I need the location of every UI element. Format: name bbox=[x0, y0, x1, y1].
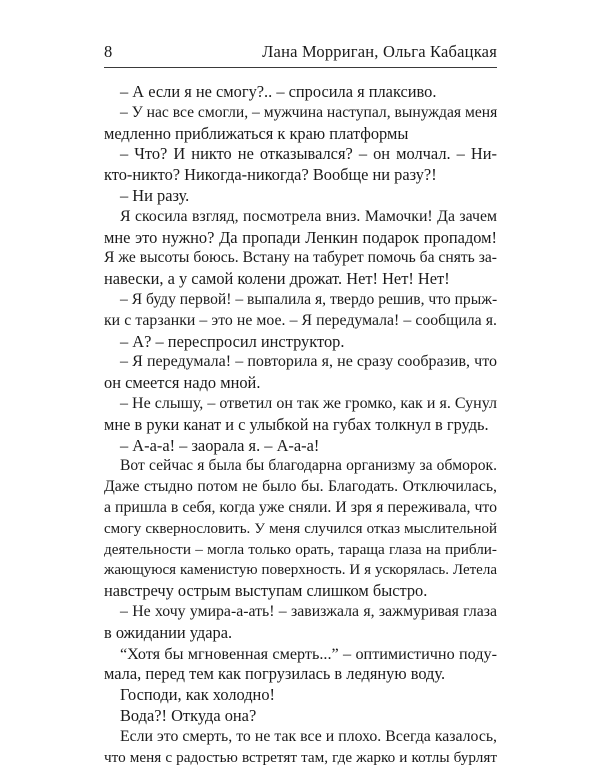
text-line: – А если я не смогу?.. – спросила я плаксиво. bbox=[104, 82, 497, 103]
text-line: в ожидании удара. bbox=[104, 623, 497, 644]
page-header bbox=[104, 41, 497, 63]
text-line: Господи, как холодно! bbox=[104, 685, 497, 706]
page-number: 8 bbox=[104, 41, 112, 63]
text-line: медленно приближаться к краю платформы bbox=[104, 124, 497, 145]
text-line: – У нас все смогли, – мужчина наступал, вынуждая меня bbox=[104, 103, 497, 124]
text-line: Вода?! Откуда она? bbox=[104, 706, 497, 727]
text-line: – А-а-а! – заорала я. – А-а-а! bbox=[104, 436, 497, 457]
text-line: Я же высоты боюсь. Встану на табурет помочь ба снять за- bbox=[104, 248, 497, 269]
text-line: – А? – переспросил инструктор. bbox=[104, 332, 497, 353]
text-line: – Ни разу. bbox=[104, 186, 497, 207]
text-line: а пришла в себя, когда уже сняли. И зря я переживала, что bbox=[104, 498, 497, 519]
running-head: Лана Морриган, Ольга Кабацкая bbox=[262, 41, 497, 63]
header-rule bbox=[104, 67, 497, 68]
text-line: он смеется надо мной. bbox=[104, 373, 497, 394]
text-line: Даже стыдно потом не было бы. Благодать. Отключилась, bbox=[104, 477, 497, 498]
text-line: – Я передумала! – повторила я, не сразу сообразив, что bbox=[104, 352, 497, 373]
text-line: навески, а у самой колени дрожат. Нет! Нет! Нет! bbox=[104, 269, 497, 290]
text-line: мала, перед тем как погрузилась в ледяную воду. bbox=[104, 664, 497, 685]
text-line: – Что? И никто не отказывался? – он молчал. – Ни- bbox=[104, 144, 497, 165]
text-line: “Хотя бы мгновенная смерть...” – оптимистично поду- bbox=[104, 644, 497, 665]
text-line: – Не хочу умира-а-ать! – завизжала я, зажмуривая глаза bbox=[104, 602, 497, 623]
text-line: – Я буду первой! – выпалила я, твердо решив, что прыж- bbox=[104, 290, 497, 311]
text-line: ки с тарзанки – это не мое. – Я передумала! – сообщила я. bbox=[104, 311, 497, 332]
text-line: деятельности – могла только орать, тараща глаза на прибли- bbox=[104, 540, 497, 561]
text-line: Если это смерть, то не так все и плохо. Всегда казалось, bbox=[104, 727, 497, 748]
text-line: Я скосила взгляд, посмотрела вниз. Мамочки! Да зачем bbox=[104, 207, 497, 228]
text-line: навстречу острым выступам слишком быстро. bbox=[104, 581, 497, 602]
text-line: мне в руки канат и с улыбкой на губах толкнул в грудь. bbox=[104, 415, 497, 436]
text-line: жающуюся каменистую поверхность. И я ускорялась. Летела bbox=[104, 560, 497, 581]
body-text bbox=[104, 82, 497, 768]
text-line: что меня с радостью встретят там, где жарко и котлы бурлят bbox=[104, 748, 497, 768]
text-line: кто-никто? Никогда-никогда? Вообще ни разу?! bbox=[104, 165, 497, 186]
text-line: – Не слышу, – ответил он так же громко, как и я. Сунул bbox=[104, 394, 497, 415]
text-line: Вот сейчас я была бы благодарна организму за обморок. bbox=[104, 456, 497, 477]
text-line: смогу сквернословить. У меня случился отказ мыслительной bbox=[104, 519, 497, 540]
text-line: мне это нужно? Да пропади Ленкин подарок пропадом! bbox=[104, 228, 497, 249]
